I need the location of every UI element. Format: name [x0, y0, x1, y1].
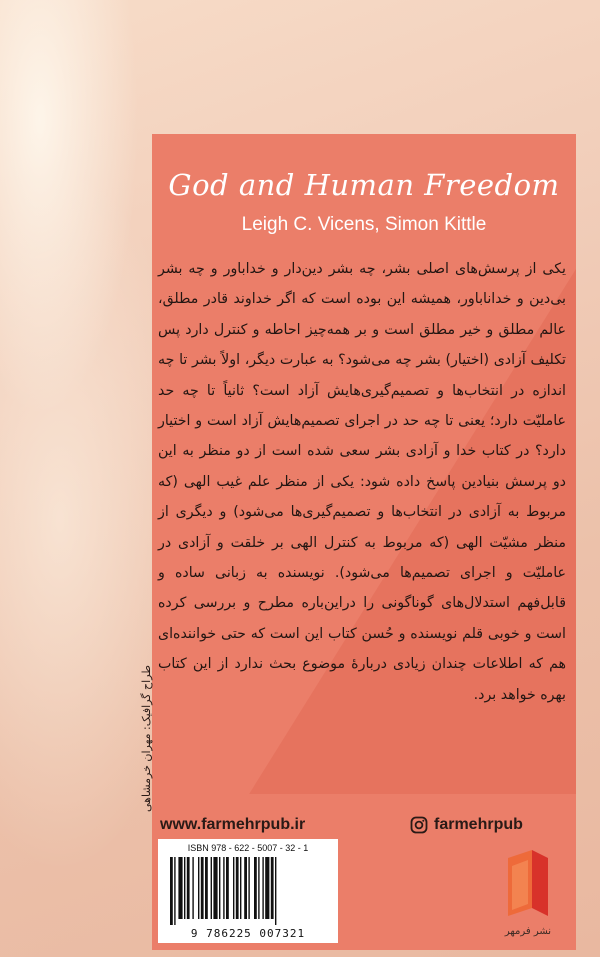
isbn-barcode	[158, 839, 338, 943]
isbn-label: ISBN 978 - 622 - 5007 - 32 - 1	[187, 843, 309, 853]
barcode-bars	[168, 857, 328, 925]
instagram-handle: farmehrpub	[434, 816, 523, 833]
publisher-instagram[interactable]	[410, 814, 523, 836]
book-blurb: یکی از پرسش‌های اصلی بشر، چه بشر دین‌دار و خداباور و چه بشر بی‌دین و خداناباور، همیشه این بوده است که اگر خداوند قادر مطلق، عالم مطلق و خیر مطلق است و بر همه‌چیز احاطه و کنترل دارد پس تکلیف آزادی (اختیار) بشر چه می‌شود؟ به عبارت دیگر، اولاً بشر تا چه اندازه در انتخاب‌ها و تصمیم‌گیری‌هایش آزاد است؟ ثانیاً تا چه حد عاملیّت دارد؛ یعنی تا چه حد در اجرای تصمیم‌هایش آزاد است و اختیار دارد؟ در کتاب خدا و آزادی بشر سعی شده است از دو منظر به این دو پرسش بنیادین پاسخ داده شود: یکی از منظر علم غیب الهی (که مربوط به آزادی در انتخاب‌ها و تصمیم‌گیری‌ها می‌شود) و دیگری از منظر مشیّت الهی (که مربوط به کنترل الهی بر خلقت و آزادی در عاملیّت و اجرای تصمیم‌ها می‌شود). نویسنده به زبانی ساده و قابل‌فهم استدلال‌های گوناگونی را دراین‌باره مطرح و بررسی کرده است و خوبی قلم نویسنده و حُسن کتاب این است که حتی خواننده‌ای هم که اطلاعات چندان زیادی دربارهٔ موضوع بحث ندارد از این کتاب بهره خواهد برد.	[158, 261, 566, 703]
text-panel	[152, 134, 576, 950]
publisher-website[interactable]: www.farmehrpub.ir	[160, 816, 306, 833]
book-title: God and Human Freedom	[168, 168, 560, 202]
publisher-name: نشر فرمهر	[504, 926, 552, 937]
barcode-digits: 9 786225 007321	[190, 927, 306, 940]
book-authors: Leigh C. Vicens, Simon Kittle	[241, 214, 487, 235]
graphic-designer-credit: طراح گرافیک: مهران خرمشاهی	[140, 664, 153, 812]
instagram-icon	[410, 816, 428, 834]
